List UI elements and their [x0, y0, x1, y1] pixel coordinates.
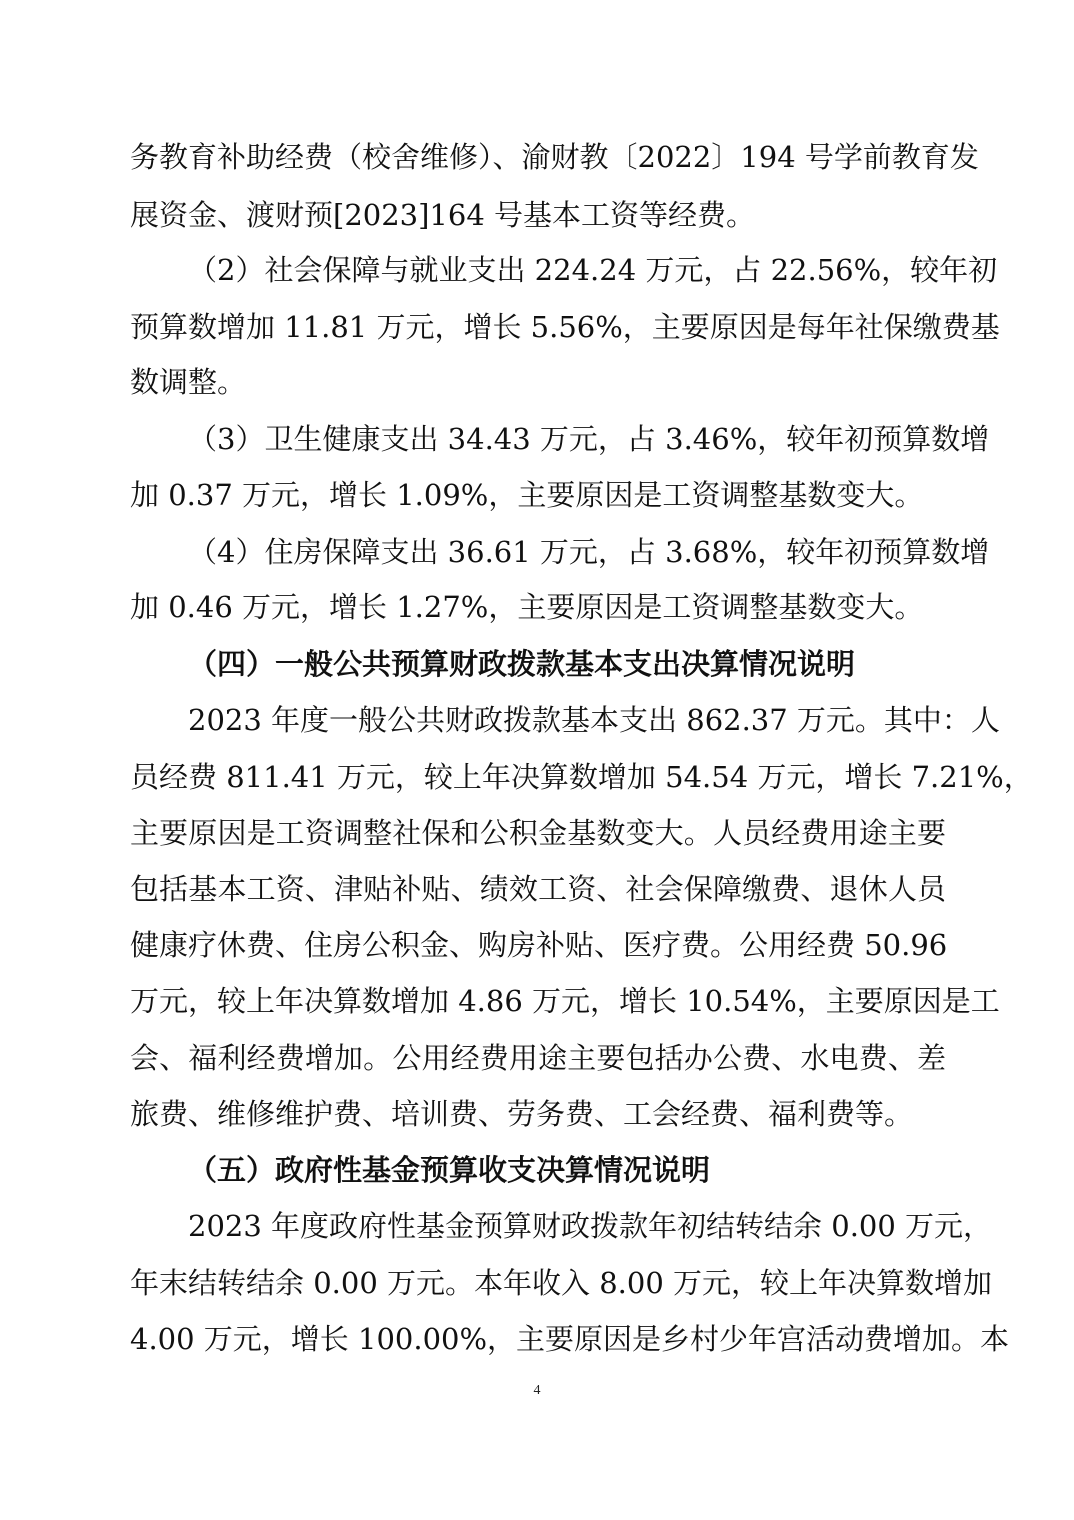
body-line: （4）住房保障支出 36.61 万元，占 3.68%，较年初预算数增	[188, 535, 990, 569]
body-line: 展资金、渡财预[2023]164 号基本工资等经费。	[130, 198, 756, 232]
body-line: 健康疗休费、住房公积金、购房补贴、医疗费。公用经费 50.96	[130, 928, 948, 962]
body-line: 员经费 811.41 万元，较上年决算数增加 54.54 万元，增长 7.21%，	[130, 760, 1033, 794]
body-line: 2023 年度一般公共财政拨款基本支出 862.37 万元。其中：人	[188, 703, 1000, 737]
body-line: 务教育补助经费（校舍维修）、渝财教〔2022〕194 号学前教育发	[130, 140, 979, 174]
body-line: 主要原因是工资调整社保和公积金基数变大。人员经费用途主要	[130, 816, 946, 850]
body-line: 包括基本工资、津贴补贴、绩效工资、社会保障缴费、退休人员	[130, 872, 946, 906]
body-line: 万元，较上年决算数增加 4.86 万元，增长 10.54%，主要原因是工	[130, 984, 1000, 1018]
body-line: 2023 年度政府性基金预算财政拨款年初结转结余 0.00 万元，	[188, 1209, 993, 1243]
body-line: 加 0.37 万元，增长 1.09%，主要原因是工资调整基数变大。	[130, 478, 924, 512]
body-line: 预算数增加 11.81 万元，增长 5.56%，主要原因是每年社保缴费基	[130, 310, 1000, 344]
body-line: 数调整。	[130, 365, 247, 399]
body-line: 加 0.46 万元，增长 1.27%，主要原因是工资调整基数变大。	[130, 590, 924, 624]
section-heading: （五）政府性基金预算收支决算情况说明	[188, 1153, 711, 1187]
body-line: 旅费、维修维护费、培训费、劳务费、工会经费、福利费等。	[130, 1097, 914, 1131]
section-heading: （四）一般公共预算财政拨款基本支出决算情况说明	[188, 647, 856, 681]
body-line: （2）社会保障与就业支出 224.24 万元，占 22.56%，较年初	[188, 253, 998, 287]
body-line: （3）卫生健康支出 34.43 万元，占 3.46%，较年初预算数增	[188, 422, 990, 456]
body-line: 4.00 万元，增长 100.00%，主要原因是乡村少年宫活动费增加。本	[130, 1322, 1010, 1356]
body-line: 年末结转结余 0.00 万元。本年收入 8.00 万元，较上年决算数增加	[130, 1266, 993, 1300]
page-number: 4	[533, 1383, 541, 1398]
body-line: 会、福利经费增加。公用经费用途主要包括办公费、水电费、差	[130, 1041, 946, 1075]
